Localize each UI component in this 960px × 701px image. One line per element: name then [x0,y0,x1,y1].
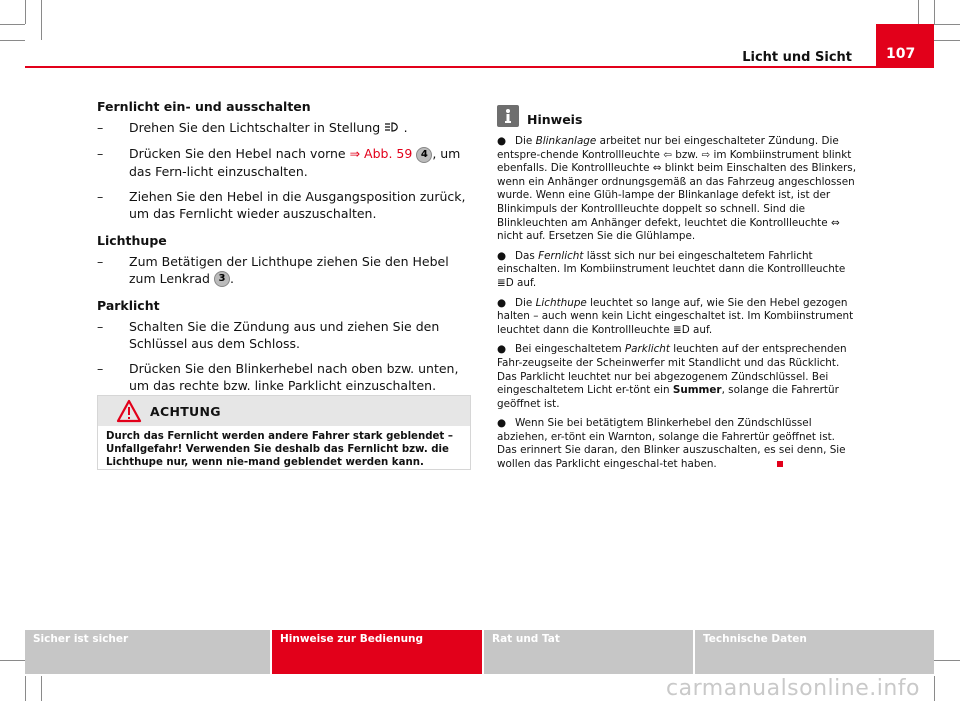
headlight-icon [384,122,404,135]
crop-mark [934,0,935,24]
crop-mark [0,660,25,661]
note-text: Das [515,249,539,262]
note-text: Die [515,296,536,309]
step-text: Drücken Sie den Blinkerhebel nach oben bzw. unten, um das rechte bzw. linke Parklicht einzuschalten. [129,361,459,393]
step-text: Zum Betätigen der Lichthupe ziehen Sie den Hebel zum Lenkrad [129,253,449,286]
crop-mark [25,676,26,701]
section-heading-lichthupe: Lichthupe [97,232,167,248]
crop-mark [0,24,25,25]
step-item [97,188,469,222]
note-emphasis: Parklicht [624,343,670,356]
crop-mark [934,676,935,701]
header-rule [25,66,934,68]
crop-mark [41,0,42,40]
step-text: Drücken Sie den Hebel nach vorne [129,146,350,161]
step-text: Ziehen Sie den Hebel in die Ausgangsposition zurück, um das Fernlicht wieder auszuschalten. [129,188,466,221]
step-text: Drehen Sie den Lichtschalter in Stellung [129,120,381,135]
end-marker-icon [777,461,783,467]
hinweis-title: Hinweis [527,112,583,128]
figure-reference-link[interactable]: ⇒ Abb. 59 [349,146,413,161]
crop-mark [25,0,26,24]
crop-mark [934,24,960,25]
page-number: 107 [876,24,934,66]
note-bullet [497,135,857,244]
bullet-icon: ● [497,135,507,147]
crop-mark [934,660,960,661]
info-icon [497,105,519,127]
running-header-title: Licht und Sicht [742,50,852,65]
section-heading-parklicht: Parklicht [97,298,160,313]
footer-tab-bedienung[interactable]: Hinweise zur Bedienung [272,630,482,674]
section-heading-fernlicht: Fernlicht ein- und ausschalten [97,99,311,114]
step-item [97,145,469,180]
step-item: – Drehen Sie den Lichtschalter in Stellung . [97,120,408,135]
bullet-icon: ● [497,417,507,430]
crop-mark [41,676,42,701]
step-text: , um das Fern-licht einzuschalten. [129,146,461,179]
note-emphasis: Fernlicht [538,249,584,262]
dash-marker: – [97,319,104,334]
note-strong: Summer [672,384,722,397]
bullet-icon: ● [497,249,507,262]
bullet-icon: ● [497,296,507,309]
left-column [97,98,469,402]
warning-header [98,396,470,426]
footer-tab-rat[interactable]: Rat und Tat [484,630,693,674]
warning-text: Durch das Fernlicht werden andere Fahrer stark geblendet – Unfallgefahr! Verwenden Sie deshalb das Fernlicht bzw. die Lichthupe nur, wenn nie-mand geblendet werden kann. [106,431,453,468]
note-bullet [497,250,857,291]
dash-marker: – [97,188,104,204]
note-emphasis: Lichthupe [535,296,587,309]
dash-marker: – [97,120,104,135]
warning-triangle-icon [116,399,142,423]
footer-tab-sicher[interactable]: Sicher ist sicher [25,630,270,674]
footer-tab-technik[interactable]: Technische Daten [695,630,934,674]
step-item: – Zum Betätigen der Lichthupe ziehen Sie den Hebel zum Lenkrad 3 . [97,253,449,286]
note-text: Die [515,135,536,147]
bullet-icon: ● [497,343,507,356]
hinweis-header [497,105,857,127]
warning-title: ACHTUNG [150,403,221,419]
note-text: Bei eingeschaltetem [515,343,625,356]
step-text: Schalten Sie die Zündung aus und ziehen Sie den Schlüssel aus dem Schloss. [129,319,440,351]
callout-number: 3 [214,271,230,287]
step-item [97,318,469,352]
right-column [497,105,857,478]
note-text: leuchtet so lange auf, wie Sie den Hebel gezogen halten – auch wenn kein Licht eingeschaltet ist. Im Kombiinstrument leuchtet dann die Kontrollleuchte ≣D auf. [497,296,854,336]
note-bullet [497,417,857,471]
note-text: Wenn Sie bei betätigtem Blinkerhebel den Zündschlüssel abziehen, er-tönt ein Warnton, solange die Fahrertür geöffnet ist. Das erinnert Sie daran, den Blinker auszuschalten, es sei denn, Sie wollen das Parklicht eingeschal-tet haben. [497,417,846,471]
note-bullet [497,343,857,411]
note-text: lässt sich nur bei eingeschaltetem Fahrlicht einschalten. Im Kombiinstrument leuchtet dann die Kontrollleuchte ≣D auf. [497,249,846,289]
dash-marker: – [97,253,104,269]
dash-marker: – [97,146,104,161]
note-emphasis: Blinkanlage [535,135,597,147]
note-text: , solange die Fahrertür geöffnet ist. [497,384,839,410]
watermark: carmanualsonline.info [666,676,920,701]
warning-box [97,395,471,470]
crop-mark [0,40,25,41]
note-bullet [497,297,857,338]
callout-number: 4 [416,147,432,163]
crop-mark [934,40,960,41]
step-item [97,360,469,394]
note-text: arbeitet nur bei eingeschalteter Zündung. Die entspre-chende Kontrollleuchte ⇦ bzw. ⇨ im Kombiinstrument blinkt ebenfalls. Die Kontrollleuchte ⇔ blinkt beim Einschalten des Blinkers, wenn ein Anhänger ordnungsgemäß an das Fahrzeug angeschlossen wurde. Wenn eine Glüh-lampe der Blinkanlage defekt ist, ist der Blinkimpuls der Kontrollleuchte doppelt so schnell. Sind die Blinkleuchten am Anhänger defekt, leuchtet die Kontrollleuchte ⇔ nicht auf. Ersetzen Sie die Glühlampe. [497,135,857,243]
dash-marker: – [97,361,104,376]
note-text: leuchten auf der entsprechenden Fahr-zeugseite der Scheinwerfer mit Standlicht und das Rücklicht. Das Parklicht leuchtet nur bei abgezogenem Zündschlüssel. Bei eingeschaltetem Licht er-tönt ein [497,343,847,397]
